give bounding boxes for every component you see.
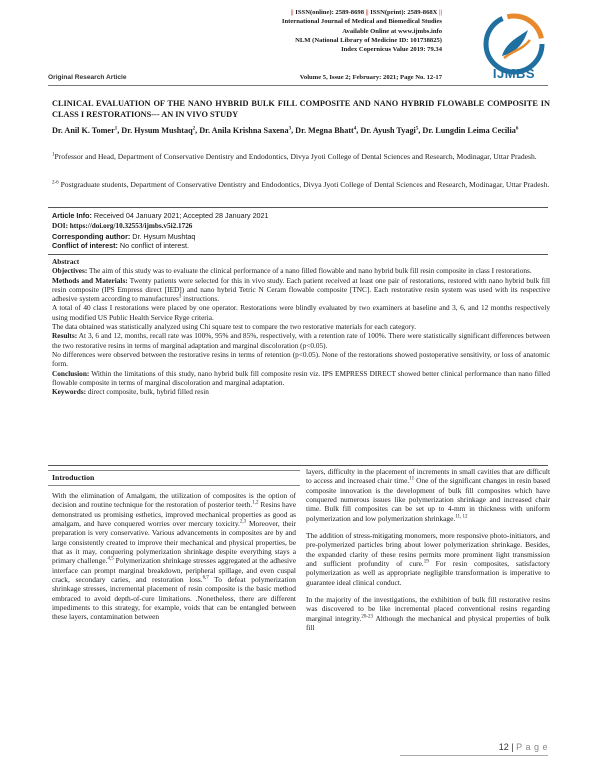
abstract-results: Results: At 3, 6 and 12, months, recall rate was 100%, 95% and 85%, respectively, with a retention rate of 100%. There were statistically significant differences between the two restorative resins in terms of marginal adaptation and marginal discoloration (p<0.05). [52,331,550,350]
author: Dr. Megna Bhatt$^4$, [295,126,361,135]
conflict-of-interest: Conflict of interest: No conflict of interest. [52,241,189,251]
left-column [52,491,296,630]
nlm-id: NLM (National Library of Medicine ID: 101738825) [295,36,442,44]
issn-online: ISSN(online): 2589-8698 [295,9,364,16]
body-paragraph: With the elimination of Amalgam, the utilization of composites is the option of decision and routine technique for the restoration of posterior teeth.$^{1,2}$ Resins have demonstrated us promising esthetics, improved mechanical properties as good as amalgam, and have conquered worries over mercury toxicity.$^{2,3}$ Moreover, their preparation is very conservative. Various advancements in composites are by and large consistently created to improve their mechanical and physical properties, be that as it may, conquering polymerization shrinkage despite everything stays a primary challenge.$^{4,5}$ Polymerization shrinkage stresses aggregated at the adhesive interface can prompt marginal breakdown, peripheral spillage, and even cuspal crack, secondary caries, and restoration loss.$^{6,7}$ To defeat polymerization shrinkage stresses, incremental placement of resin composite is the basic method embraced to avoid depth-of-cure limitations. .Nonetheless, there are different impediments to this strategy, for example, voids that can be entangled between these layers, contamination between [52,491,297,622]
page-label: P a g e [516,742,548,752]
header-divider [48,85,548,86]
author-list [52,125,550,137]
abstract-heading: Abstract [52,257,80,266]
corresponding-author: Corresponding author: Dr. Hysum Mushtaq [52,231,196,241]
abstract-paragraph: The data obtained was statistically analyzed using Chi square test to compare the two restorative materials for each category. [52,322,417,332]
abstract-paragraph: A total of 40 class I restorations were placed by one operator. Restorations were blindly evaluated by two examiners at baseline and 3, 6, and 12 months respectively using modified US Public Health Service Ryge criteria. [52,303,550,322]
affiliation-2: $^{2-6}$ Postgraduate students, Department of Conservative Dentistry and Endodontics, Divya Jyoti College of Dental Sciences and Research, Modinagar, Uttar Pradesh. [52,180,550,189]
abstract-conclusion: Conclusion: Within the limitations of this study, nano hybrid bulk fill composite resin viz. IPS EMPRESS DIRECT showed better clinical performance than nano filled flowable composite in terms of marginal discoloration and marginal adaptation. [52,368,550,387]
abstract-objectives: Objectives: The aim of this study was to evaluate the clinical performance of a nano filled flowable and nano hybrid bulk fill resin composite in class I restorations. [52,266,532,276]
journal-header [112,8,442,54]
paper-title: CLINICAL EVALUATION OF THE NANO HYBRID BULK FILL COMPOSITE AND NANO HYBRID FLOWABLE COMPOSITE IN CLASS I RESTORATIONS--- AN IN VIVO STUDY [52,99,550,120]
volume-info: Volume 5, Issue 2; February: 2021; Page No. 12-17 [299,74,442,81]
index-copernicus: Index Copernicus Value 2019: 79.34 [341,46,442,54]
article-info [52,211,550,251]
journal-availability: Available Online at www.ijmbs.info [342,27,442,35]
abstract-paragraph: No differences were observed between the restorative resins in terms of retention (p<0.05). None of the restorations showed postoperative sensitivity, or loss of anatomic form. [52,349,550,369]
abstract [52,257,550,396]
issn-line: || ISSN(online): 2589-8698 || ISSN(print): 2589-868X || [290,9,442,16]
author: Dr. Anila Krishna Saxena$^3$, [199,126,296,135]
body-paragraph: The addition of stress-mitigating monomers, more responsive photo-initiators, and pre-polymerized particles bring about lower polymerization shrinkage. Besides, the expanded clarity of these resins permits more prominent light transmission and sufficient profundity of cure.$^{19}$ For resin composites, satisfactory polymerization as well as appropriate negligible transformation is imperative to guarantee ideal clinical conduct. [306,531,550,587]
body-paragraph: In the majority of the investigations, the exhibition of bulk fill restorative resins was discovered to be like incremental placed conventional resins regarding marginal integrity.$^{20-23}$ Although the mechanical and physical properties of bulk fill [306,595,550,633]
journal-name: International Journal of Medical and Biomedical Studies [281,18,442,26]
article-dates: Article Info: Received 04 January 2021; Accepted 28 January 2021 [52,211,269,220]
doi-link[interactable]: https://doi.org/10.32553/ijmbs.v5i2.1726 [69,221,193,230]
divider [48,465,548,466]
author: Dr. Ayush Tyagi$^5$, [360,126,423,135]
divider [48,254,548,255]
section-heading: Introduction [52,473,95,482]
abstract-methods: Methods and Materials: Twenty patients were selected for this in vivo study. Each patient received at least one pair of restorations, restored with nano hybrid bulk fill resin composite (IPS Empress direct [IED]) and nano hybrid Tetric N Ceram flowable composite [TNC]. Each restorative resin system was used with its respective adhesive system according to manufactures$^3$ instructions. [52,275,550,304]
divider [48,207,548,208]
author: Dr. Hysum Mushtaq$^2$, [121,126,200,135]
page-number: 12 [498,742,509,752]
article-doi: DOI: https://doi.org/10.32553/ijmbs.v5i2.1726 [52,221,193,230]
author: Dr. Anil K. Tomer$^1$, [52,126,122,135]
logo-text: IJMBS [492,66,536,81]
issn-print: ISSN(print): 2589-868X [370,9,438,16]
abstract-keywords: Keywords: direct composite, bulk, hybrid filled resin [52,387,209,397]
author: Dr. Lungdin Leima Cecilia$^6$ [422,126,519,135]
footer-divider [400,755,548,756]
body-paragraph: layers, difficulty in the placement of increments in small cavities that are difficult to access and increased chair time.$^{11}$ One of the significant changes in resin based composite innovation is the development of bulk fill composites which have conquered numerous issues like polymerization shrinkage and increased chair time. Bulk fill composites can be set up to 4-mm in thickness with uniform polymerization and low polymerization shrinkage.$^{11, 12}$ [306,467,550,523]
article-type: Original Research Article [48,74,127,81]
page-footer: 12 | P a g e [498,742,548,752]
affiliation-1: $^1$Professor and Head, Department of Conservative Dentistry and Endodontics, Divya Jyoti College of Dental Sciences and Research, Modinagar, Uttar Pradesh. [52,152,537,161]
right-column [306,467,550,641]
